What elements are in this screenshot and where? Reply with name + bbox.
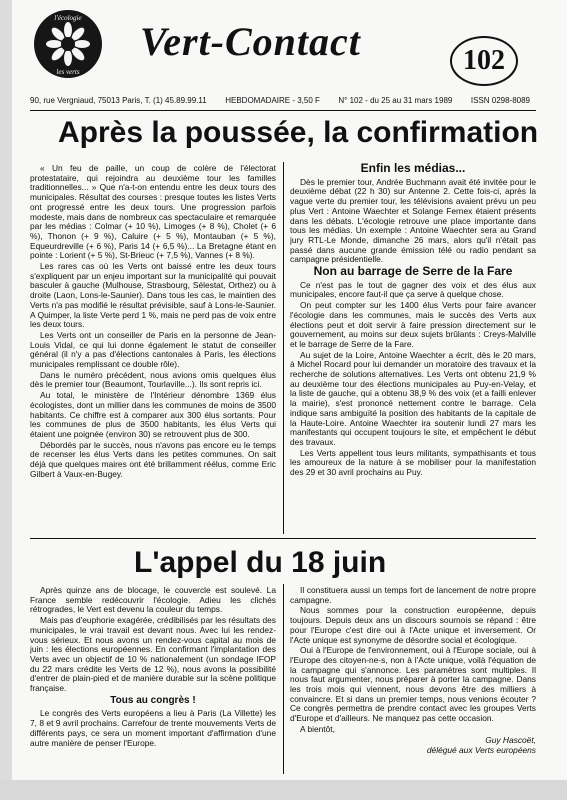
- article2-paragraph: Après quinze ans de blocage, le couvercle est soulevé. La France semble redécouvrir l'écologie. Adieu les clichés rétrogrades, le Vert est devenu la couleur du temps.: [30, 586, 276, 615]
- article1-paragraph: Ce n'est pas le tout de gagner des voix et des élus aux municipales, encore faut-il que ça serve à quelque chose.: [290, 279, 536, 300]
- article2-left-column: [30, 586, 276, 774]
- article1-paragraph: Les Verts appellent tous leurs militants, sympathisants et tous les amoureux de la nature à se mobiliser pour la manifestation des 29 et 30 avril prochains au Puy.: [290, 447, 536, 478]
- article1-paragraph: On peut compter sur les 1400 élus Verts pour faire avancer l'écologie dans les communes, mais le succès des Verts aux élections peut et doit servir à faire pression directement sur le gouvernement, au moins sur deux sujets brûlants : Creys-Malville et le barrage de Serre de la Fare.: [290, 300, 536, 349]
- article2-paragraph: A bientôt,: [300, 723, 335, 734]
- article1-paragraph: Au total, le ministère de l'Intérieur dénombre 1369 élus écologistes, dont un millier dans les communes de moins de 3500 habitants. Ce chiffre est à comparer aux 300 élus sortants. Pour les communes de plus de 3500 habitants, les élus Verts qui étaient une poignée (environ 30) se retrouvent plus de 300.: [30, 390, 276, 439]
- article1-paragraph: Débordés par le succès, nous n'avons pas encore eu le temps de recenser les élus Verts dans les petites communes. On sait déjà que quelques maires ont été brillamment réélus, comme Eric Gilbert à Vaux-en-Bugey.: [30, 439, 276, 479]
- page-edge: [0, 0, 12, 800]
- frequency-price: HEBDOMADAIRE - 3,50 F: [225, 96, 320, 105]
- logo-text-top: l'écologie: [54, 14, 82, 22]
- subheading-congres: Tous au congrès !: [110, 694, 196, 706]
- column-divider: [283, 162, 284, 534]
- article1-paragraph: « Un feu de paille, un coup de colère de l'électorat protestataire, qui rejoindra au deuxième tour les familles traditionnelles... » Que n'a-t-on entendu entre les deux tours des municipales. Résultat des courses : presque toutes les listes Verts ont progressé entre les deux tours. Une progression parfois modeste, mais dans de nombreux cas spectaculaire et remarquée par les médias : Colmar (+ 10 %), Limoges (+ 8 %), Cholet (+ 6 %), Thonon (+ 9 %), Caluire (+ 5 %), Montauban (+ 5 %), Equeurdreville (+ 6 %), Paris 14 (+ 6,5 %)... La Bretagne étant en pointe : Lorient (+ 5 %), St-Brieuc (+ 7,5 %), Vannes (+ 8 %).: [30, 164, 276, 261]
- article2-paragraph: Mais pas d'euphorie exagérée, crédibilisés par les résultats des municipales, le vrai travail est devant nous. Avec lui les rendez-vous sérieux. Et nous avons un rendez-vous capital au mois de juin : les élections européennes. En confirmant l'implantation des Verts avec un objectif de 10 % nationalement (un sondage IFOP du 22 mars crédite les Verts de 12 %), nous avons la possibilité d'entrer de plain-pied et de manière durable sur la scène politique française.: [30, 615, 276, 694]
- address: 90, rue Vergniaud, 75013 Paris, T. (1) 45.89.99.11: [30, 96, 207, 105]
- article1-right-column: [290, 162, 536, 534]
- article1-paragraph: Dès le premier tour, Andrée Buchmann avait été invitée pour le deuxième débat (22 h 30) sur Antenne 2. Cette fois-ci, après la vague verte du premier tour, les télévisions avaient prévu un peu plus Vert : Antoine Waechter et Solange Fernex étaient présents dans les débats. L'écologie retrouve une place importante dans tous les médias. Un exemple : Antoine Waechter sera au Grand jury RTL-Le Monde, dimanche 26 mars, alors qu'il n'était pas passé dans aucune grande émission télé ou radio pendant sa campagne présidentielle.: [290, 176, 536, 265]
- signature-role: délégué aux Verts européens: [426, 745, 536, 756]
- article2-right-column: [290, 586, 536, 774]
- logo-text-bottom: les verts: [56, 68, 80, 76]
- article2-paragraph: Nous sommes pour la construction européenne, depuis toujours. Depuis deux ans un discours sournois se répand : être pour l'Europe c'est dire oui à l'Acte unique et inversement. Or l'Acte unique est synonyme de désordre social et écologique.: [290, 605, 536, 645]
- sunflower-logo-icon: [34, 10, 102, 78]
- article1-title: Après la poussée, la confirmation: [58, 116, 539, 149]
- article1-paragraph: Au sujet de la Loire, Antoine Waechter a écrit, dès le 20 mars, à Michel Rocard pour lui demander un moratoire des travaux et la recherche de solutions alternatives. Les Verts ont obtenu 21,9 % au deuxième tour des élections municipales au Puy-en-Velay, et la liste de gauche, qui a obtenu 38,9 % des voix (et a failli enlever la mairie), s'est prononcé nettement contre le barrage. Cela indique sans ambiguïté la position des habitants de la capitale de la Haute-Loire. Antoine Waechter ira soutenir lundi 27 mars les manifestants qui occupent toujours le site, et empêchent le début des travaux.: [290, 349, 536, 447]
- subheading-barrage: Non au barrage de Serre de la Fare: [313, 264, 513, 279]
- article2-paragraph: Le congrès des Verts européens a lieu à Paris (La Villette) les 7, 8 et 9 avril prochains. Carrefour de trente mouvements Verts de différents pays, ce sera un moment important d'affirmation d'une autre manière de penser l'Europe.: [30, 708, 276, 748]
- article2-paragraph: Oui à l'Europe de l'environnement, oui à l'Europe sociale, oui à l'Europe des citoyen-ne-s, non à l'Acte unique, voilà l'équation de la campagne qui s'annonce. Les paramètres sont multiples. Il nous faut argumenter, nous préparer à porter la campagne. Dans les trois mois qui viennent, nous devons être des milliers à convaincre. Et si dans un premier temps, nous venions écouter ? Ce congrès permettra de prendre contact avec les groupes Verts d'Europe et d'ailleurs. Ne manquez pas cette occasion.: [290, 645, 536, 724]
- info-line: [30, 96, 530, 105]
- issue-number-badge: 102: [450, 36, 518, 86]
- les-verts-logo: [34, 10, 102, 78]
- header-rule: [30, 110, 536, 111]
- subheading-media: Enfin les médias...: [360, 162, 466, 175]
- article1-paragraph: Dans le numéro précédent, nous avions omis quelques élus dès le premier tour (Beaumont, Tourlaville...). Ils sont repris ici.: [30, 369, 276, 390]
- issue-dates: N° 102 - du 25 au 31 mars 1989: [338, 96, 453, 105]
- section-rule: [30, 538, 536, 539]
- signature-name: Guy Hascoët,: [485, 734, 536, 745]
- issn: ISSN 0298-8089: [470, 96, 530, 105]
- masthead-title: Vert-Contact: [140, 19, 361, 64]
- article1-paragraph: Les rares cas où les Verts ont baissé entre les deux tours s'expliquent par un enjeu important sur la municipalité qui pouvait basculer à gauche (Mulhouse, Strasbourg, Sélestat, Orthez) ou à droite (Laon, Lons-le-Saunier). Dans tous les cas, le maintien des Verts n'a pas modifié le résultat prévisible, sauf à Lons-le-Saunier. A Quimper, la liste Verte perd 1 %, mais ne perd pas de voix entre les deux tours.: [30, 261, 276, 330]
- article2-paragraph: Il constituera aussi un temps fort de lancement de notre propre campagne.: [290, 586, 536, 605]
- article1-left-column: [30, 164, 276, 532]
- page-bottom-edge: [0, 780, 567, 800]
- column-divider: [283, 584, 284, 774]
- article1-paragraph: Les Verts ont un conseiller de Paris en la personne de Jean-Louis Vidal, ce qui lui donne également le statut de conseiller général (il n'y a pas d'élections cantonales à Paris, les élections municipales remplissant ce double rôle).: [30, 329, 276, 370]
- article2-title: L'appel du 18 juin: [134, 546, 387, 579]
